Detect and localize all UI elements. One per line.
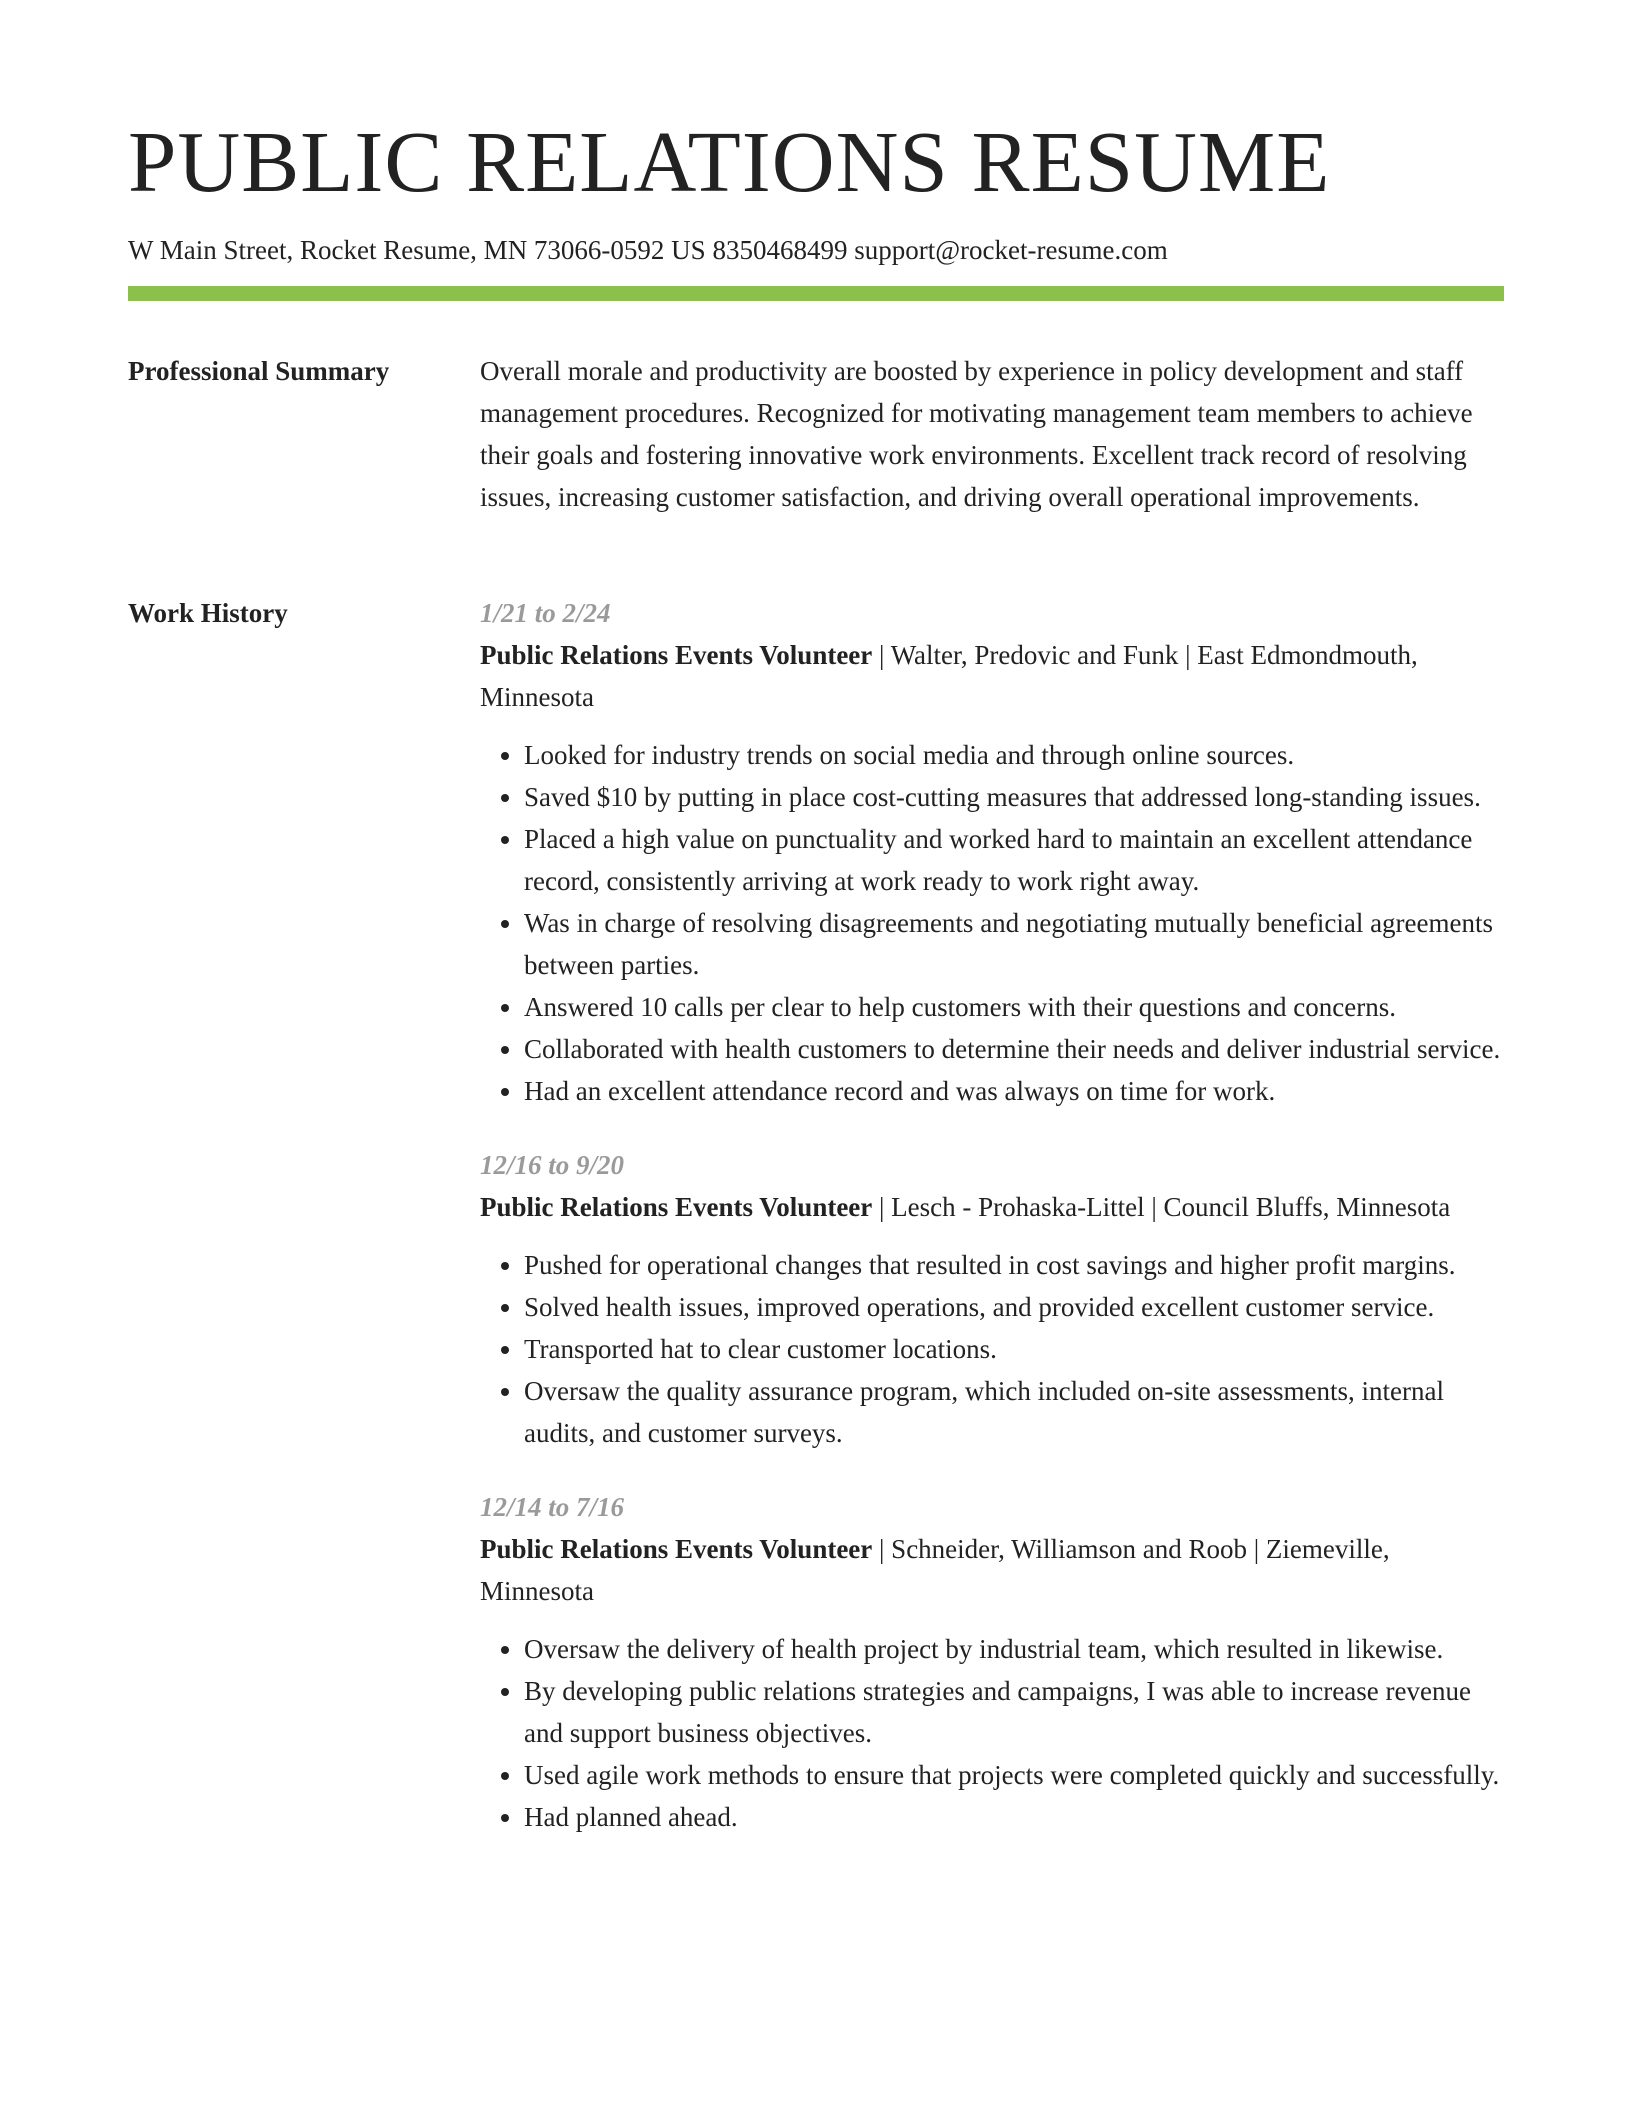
summary-body xyxy=(480,350,1504,518)
job-bullet: • Answered 10 calls per clear to help customers with their questions and concerns. xyxy=(524,986,1504,1028)
job-title: Public Relations Events Volunteer xyxy=(480,1534,873,1564)
job-heading xyxy=(480,1186,1504,1228)
resume-title: PUBLIC RELATIONS RESUME xyxy=(128,113,1331,210)
job-bullet-list xyxy=(480,1244,1504,1454)
job-bullet: • Was in charge of resolving disagreements and negotiating mutually beneficial agreements between parties. xyxy=(524,902,1504,986)
job-bullet: • Saved $10 by putting in place cost-cutting measures that addressed long-standing issues. xyxy=(524,776,1504,818)
job-dates: 12/14 to 7/16 xyxy=(480,1492,625,1522)
summary-heading: Professional Summary xyxy=(128,356,390,386)
job-dates: 12/16 to 9/20 xyxy=(480,1150,625,1180)
job-employer-location: | Schneider, Williamson and Roob | Ziemeville, Minnesota xyxy=(480,1534,1390,1606)
job-bullet: • Placed a high value on punctuality and worked hard to maintain an excellent attendance record, consistently arriving at work ready to work right away. xyxy=(524,818,1504,902)
contact-line: W Main Street, Rocket Resume, MN 73066-0592 US 8350468499 support@rocket-resume.com xyxy=(128,235,1168,265)
job-employer-location: | Lesch - Prohaska-Littel | Council Bluffs, Minnesota xyxy=(872,1192,1451,1222)
job-bullet: • Solved health issues, improved operations, and provided excellent customer service. xyxy=(524,1286,1504,1328)
header-divider xyxy=(128,286,1504,301)
job-entry xyxy=(480,1486,1504,1838)
job-bullet-list xyxy=(480,1628,1504,1838)
work-history-body xyxy=(480,592,1504,1870)
job-bullet: • Had an excellent attendance record and was always on time for work. xyxy=(524,1070,1504,1112)
job-bullet: • By developing public relations strategies and campaigns, I was able to increase revenue and support business objectives. xyxy=(524,1670,1504,1754)
job-title: Public Relations Events Volunteer xyxy=(480,640,873,670)
job-heading xyxy=(480,634,1504,718)
job-title: Public Relations Events Volunteer xyxy=(480,1192,873,1222)
summary-text: Overall morale and productivity are boosted by experience in policy development and staff management procedures. Recognized for motivating management team members to achieve their goals and fostering innovative work environments. Excellent track record of resolving issues, increasing customer satisfaction, and driving overall operational improvements. xyxy=(480,356,1473,512)
job-bullet: • Oversaw the quality assurance program, which included on-site assessments, internal audits, and customer surveys. xyxy=(524,1370,1504,1454)
job-dates: 1/21 to 2/24 xyxy=(480,598,611,628)
work-history-heading: Work History xyxy=(128,598,288,628)
job-bullet: • Collaborated with health customers to determine their needs and deliver industrial service. xyxy=(524,1028,1504,1070)
job-employer-location: | Walter, Predovic and Funk | East Edmondmouth, Minnesota xyxy=(480,640,1418,712)
job-bullet: • Used agile work methods to ensure that projects were completed quickly and successfully. xyxy=(524,1754,1504,1796)
job-entry xyxy=(480,1144,1504,1454)
job-bullet: • Oversaw the delivery of health project by industrial team, which resulted in likewise. xyxy=(524,1628,1504,1670)
job-bullet: • Pushed for operational changes that resulted in cost savings and higher profit margins. xyxy=(524,1244,1504,1286)
job-heading xyxy=(480,1528,1504,1612)
job-bullet: • Had planned ahead. xyxy=(524,1796,1504,1838)
job-bullet-list xyxy=(480,734,1504,1112)
job-entry xyxy=(480,592,1504,1112)
job-bullet: • Looked for industry trends on social media and through online sources. xyxy=(524,734,1504,776)
job-bullet: • Transported hat to clear customer locations. xyxy=(524,1328,1504,1370)
